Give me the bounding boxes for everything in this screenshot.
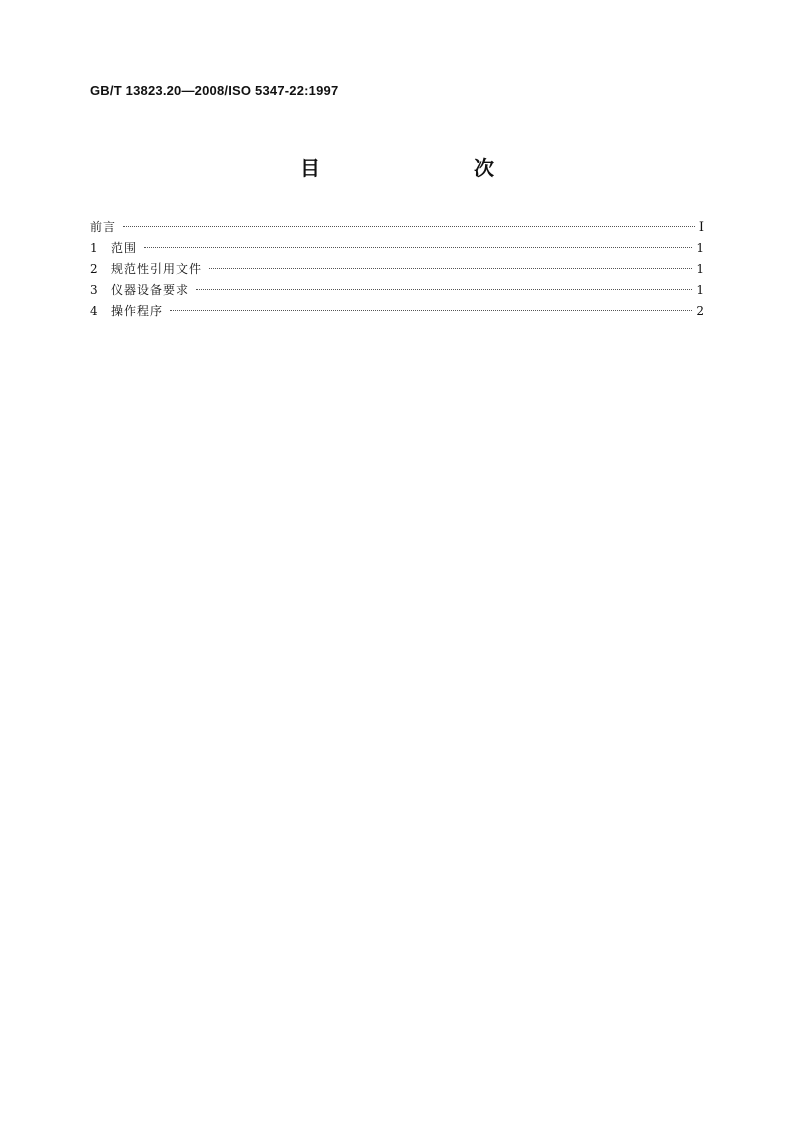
- toc-entry-foreword[interactable]: [90, 217, 704, 238]
- toc-entry-scope[interactable]: [90, 238, 704, 259]
- toc-entry-label: 规范性引用文件: [111, 262, 203, 276]
- table-of-contents: [90, 217, 704, 322]
- toc-dot-leader: [170, 310, 692, 311]
- toc-entry-normative-references[interactable]: [90, 259, 704, 280]
- toc-entry-number: 2: [90, 262, 98, 276]
- toc-entry-label: 操作程序: [111, 304, 164, 318]
- toc-entry-number: 4: [90, 304, 98, 318]
- standard-code-header: GB/T 13823.20—2008/ISO 5347-22:1997: [90, 83, 339, 98]
- toc-dot-leader: [209, 268, 692, 269]
- toc-page-number: 1: [696, 283, 704, 297]
- toc-title: 目 次: [300, 156, 532, 180]
- toc-entry-label: 前言: [90, 220, 117, 234]
- toc-dot-leader: [123, 226, 695, 227]
- toc-page-number: 1: [696, 241, 704, 255]
- toc-dot-leader: [196, 289, 692, 290]
- toc-page-number: 2: [696, 304, 704, 318]
- toc-entry-label: 仪器设备要求: [111, 283, 190, 297]
- toc-dot-leader: [144, 247, 692, 248]
- toc-page-number: 1: [696, 262, 704, 276]
- toc-entry-instrument-requirements[interactable]: [90, 280, 704, 301]
- toc-entry-procedure[interactable]: [90, 301, 704, 322]
- toc-page-number: Ⅰ: [698, 220, 704, 235]
- toc-entry-number: 3: [90, 283, 98, 297]
- toc-entry-number: 1: [90, 241, 98, 255]
- toc-entry-label: 范围: [111, 241, 138, 255]
